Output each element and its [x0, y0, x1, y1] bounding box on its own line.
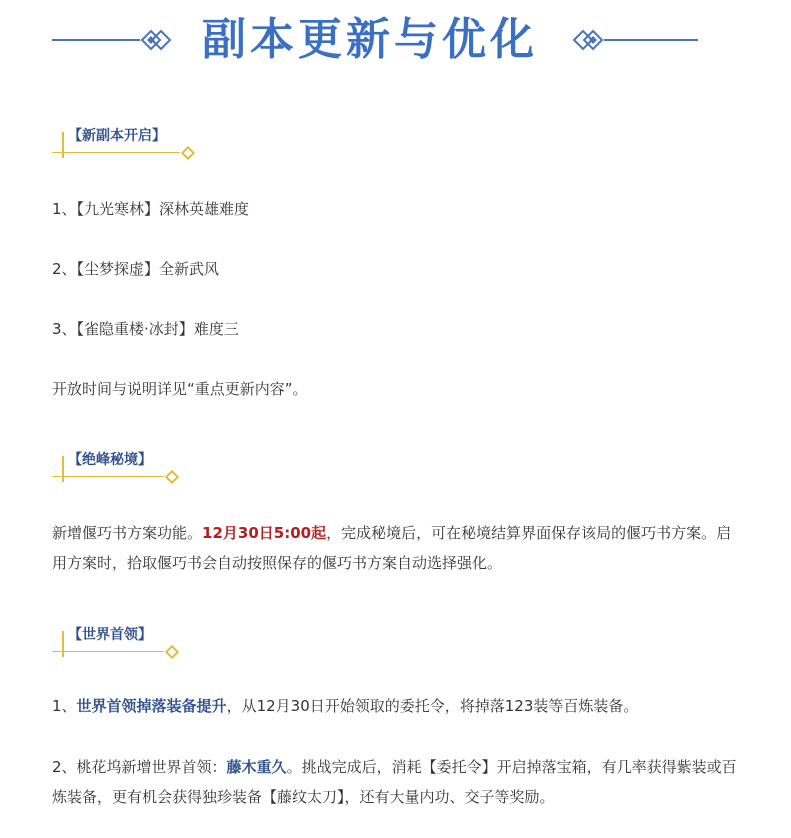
list-item: 3、【雀隐重楼·冰封】难度三 [52, 320, 239, 338]
diamond-icon [165, 645, 179, 659]
highlight-boss-name: 藤木重久 [226, 758, 287, 776]
page-title: 副本更新与优化 [202, 14, 538, 65]
header-underline [52, 152, 180, 153]
list-item [52, 691, 742, 721]
text-run: 2、桃花坞新增世界首领： [52, 758, 227, 776]
double-diamond-icon [570, 27, 606, 53]
header-underline [52, 651, 164, 652]
list-item [52, 752, 742, 812]
header-underline [52, 476, 164, 477]
banner-line-left [52, 39, 140, 41]
body-paragraph [52, 518, 742, 578]
section-note: 开放时间与说明详见“重点更新内容”。 [52, 380, 308, 398]
text-run: ，完成秘境后，可在秘境结算界面保存该局的偃巧书方案。启用方案时，拾取偃巧书会自动按照保存的偃巧书方案自动选择强化。 [52, 524, 732, 572]
highlight-date: 12月30日5:00起 [202, 524, 327, 542]
list-item: 1、【九光寒林】深林英雄难度 [52, 200, 250, 218]
text-run: ，从12月30日开始领取的委托令，将掉落123装等百炼装备。 [226, 697, 639, 715]
highlight-text: 世界首领掉落装备提升 [76, 697, 227, 715]
text-run: 新增偃巧书方案功能。 [52, 524, 203, 542]
text-run: 1、 [52, 697, 77, 715]
header-accent-line [62, 132, 64, 158]
section-label: 【绝峰秘境】 [68, 452, 152, 468]
banner-line-right [604, 39, 698, 41]
diamond-icon [181, 146, 195, 160]
section-label: 【世界首领】 [68, 627, 152, 643]
text-run: 。挑战完成后，消耗【委托令】开启掉落宝箱，有几率获得紫装或百炼装备，更有机会获得独珍装备【藤纹太刀】，还有大量内功、交子等奖励。 [52, 758, 737, 806]
diamond-icon [165, 470, 179, 484]
double-diamond-icon [138, 27, 174, 53]
header-accent-line [62, 631, 64, 657]
list-item: 2、【尘梦探虚】全新武风 [52, 260, 220, 278]
page-banner [0, 0, 791, 80]
section-label: 【新副本开启】 [68, 128, 166, 144]
header-accent-line [62, 456, 64, 482]
